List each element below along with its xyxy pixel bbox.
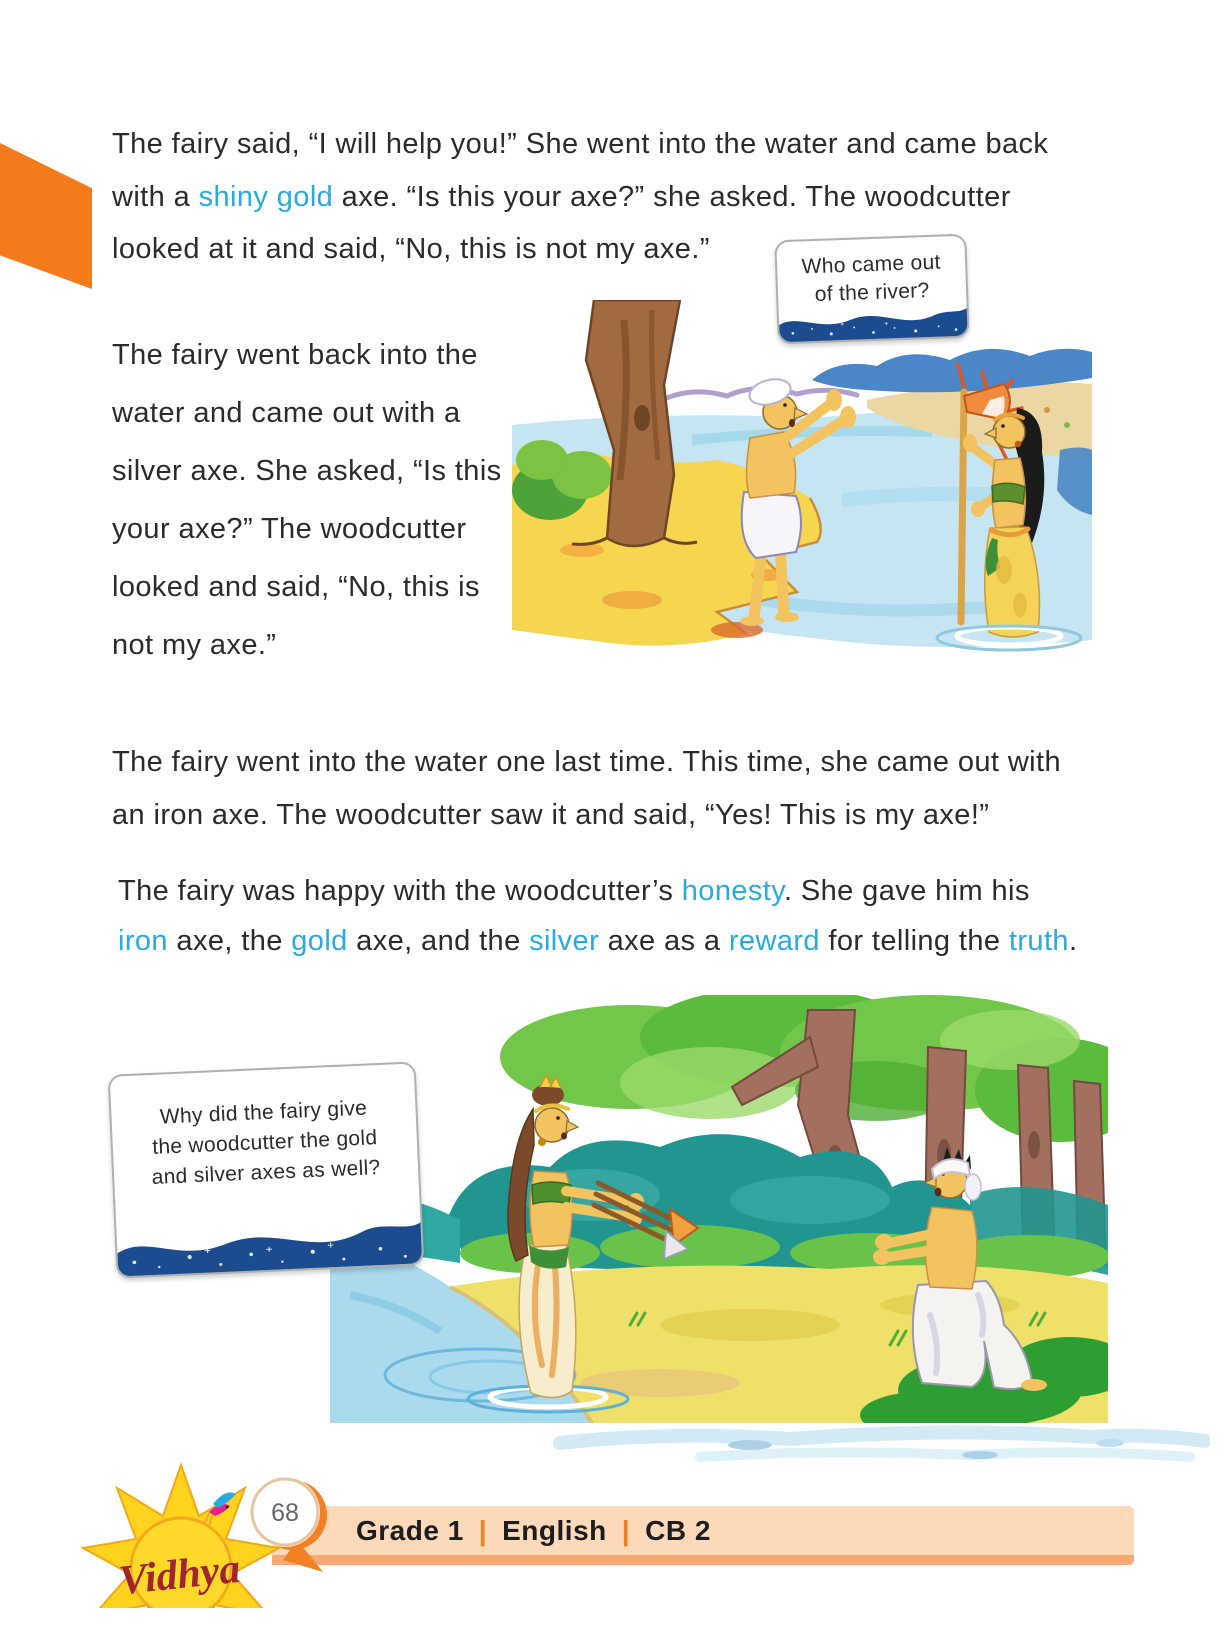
story-text: water and came out with a: [112, 397, 461, 429]
highlighted-word: truth: [1008, 925, 1069, 957]
footer-separator: |: [478, 1514, 488, 1546]
bubble-line: the woodcutter the gold: [151, 1126, 378, 1159]
story-text: .: [1068, 925, 1078, 957]
highlighted-word: gold: [291, 925, 348, 957]
bubble-line: Who came out: [801, 250, 942, 279]
story-text: axe, the: [167, 925, 292, 957]
footer-course-info: [356, 1506, 711, 1555]
highlighted-word: shiny gold: [198, 180, 334, 213]
story-line: [112, 616, 502, 674]
question-bubble-text: [111, 1091, 419, 1194]
story-line: [112, 500, 502, 558]
publisher-logo: [76, 1450, 291, 1625]
footer-bar: [272, 1506, 1134, 1565]
question-bubble-axes: [108, 1061, 425, 1278]
sun-icon: [76, 1465, 291, 1625]
story-text: not my axe.”: [112, 629, 277, 661]
question-bubble-river: [774, 234, 970, 345]
story-text: axe as a: [599, 925, 729, 957]
story-text: axe. “Is this your axe?” she asked. The woodcutter: [333, 180, 1011, 213]
story-line: [112, 384, 502, 442]
story-text: The fairy was happy with the woodcutter’s: [118, 875, 682, 907]
story-line: [118, 916, 1077, 966]
story-text: The fairy said, “I will help you!” She went into the water and came back: [112, 128, 1049, 160]
bubble-line: Why did the fairy give: [159, 1096, 368, 1129]
story-paragraph-3: [112, 736, 1061, 841]
highlighted-word: reward: [728, 925, 820, 957]
story-text: The fairy went into the water one last time. This time, she came out with: [112, 746, 1062, 778]
story-text: with a: [112, 180, 199, 213]
story-text: The fairy went back into the: [112, 339, 478, 371]
story-text: looked and said, “No, this is: [112, 571, 480, 603]
footer-separator: |: [621, 1514, 631, 1546]
footer-segment: English: [502, 1514, 607, 1546]
highlighted-word: honesty: [681, 875, 784, 907]
story-line: [112, 118, 1048, 171]
bubble-line: and silver axes as well?: [151, 1156, 381, 1189]
story-line: [112, 326, 502, 384]
watercolor-smudge: [550, 1425, 1210, 1475]
story-text: silver axe. She asked, “Is this: [112, 455, 502, 487]
story-text: for telling the: [819, 925, 1009, 957]
story-line: [112, 789, 1061, 842]
bubble-line: of the river?: [814, 279, 930, 306]
story-paragraph-2: [112, 326, 502, 674]
story-text: your axe?” The woodcutter: [112, 513, 467, 545]
illustration-gold-axe-scene: [512, 300, 1092, 695]
story-line: [118, 866, 1077, 916]
story-line: [112, 736, 1061, 789]
story-line: [112, 558, 502, 616]
highlighted-word: iron: [118, 925, 168, 957]
page-number: 68: [271, 1499, 299, 1527]
story-line: [112, 171, 1048, 224]
brand-name: Vidhya: [116, 1545, 243, 1605]
footer-segment: Grade 1: [356, 1514, 464, 1546]
question-bubble-text: [777, 248, 967, 311]
page-corner-flag: [0, 143, 92, 289]
story-text: an iron axe. The woodcutter saw it and said, “Yes! This is my axe!”: [112, 798, 990, 831]
footer-segment: CB 2: [645, 1514, 711, 1546]
story-text: . She gave him his: [784, 875, 1030, 907]
illustration-reward-scene: [330, 995, 1108, 1423]
story-line: [112, 442, 502, 500]
story-paragraph-4: [118, 866, 1077, 966]
story-text: looked at it and said, “No, this is not my axe.”: [112, 233, 710, 265]
story-text: axe, and the: [347, 925, 530, 957]
highlighted-word: silver: [529, 925, 600, 957]
